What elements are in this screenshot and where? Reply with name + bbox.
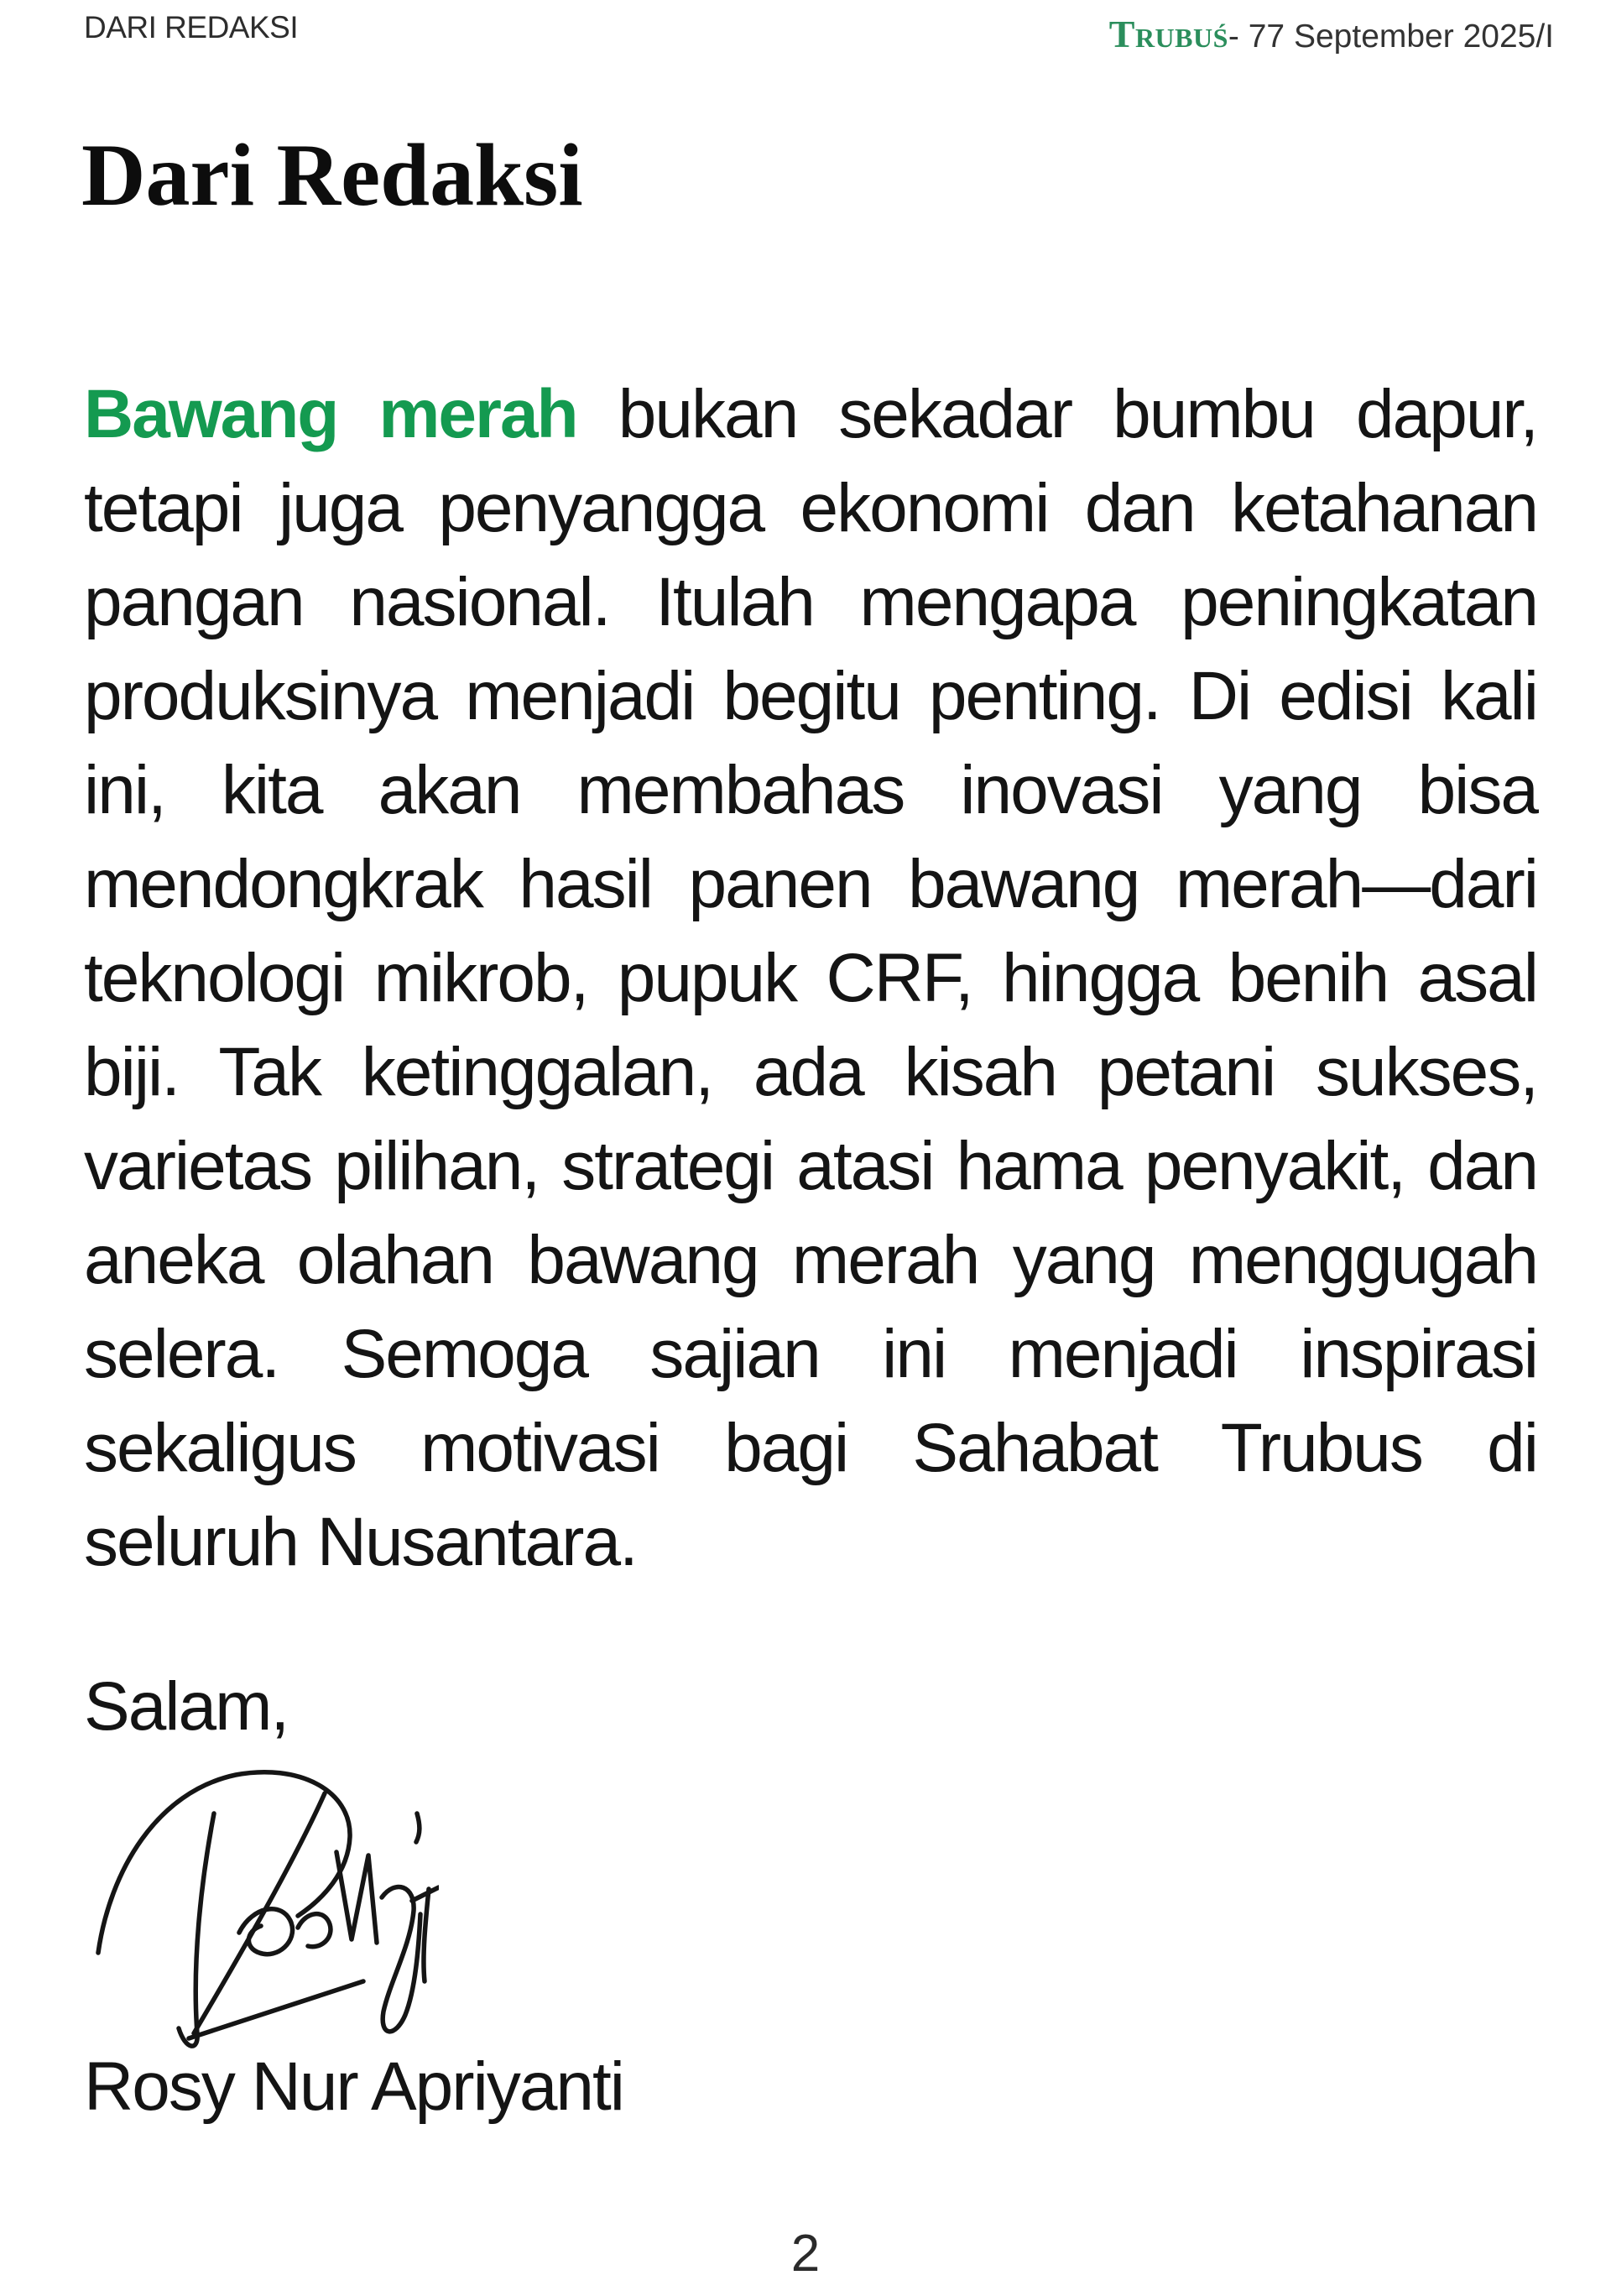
- page-number: 2: [790, 2225, 821, 2283]
- trubus-logo: Trubuś: [1108, 13, 1228, 55]
- signature-image: [86, 1761, 439, 2056]
- issue-line: [1109, 12, 1554, 56]
- section-label: DARI REDAKSI: [84, 10, 299, 44]
- closing-salutation: Salam,: [84, 1668, 289, 1745]
- lead-phrase: Bawang merah: [84, 376, 577, 452]
- editorial-paragraph: [84, 368, 1537, 1589]
- paragraph-text: bukan sekadar bumbu dapur, tetapi juga penyangga ekonomi dan ketahanan pangan nasional. Itulah mengapa peningkatan produksinya menjadi begitu penting. Di edisi kali ini, kita akan membahas inovasi yang bisa mendongkrak hasil panen bawang merah—dari teknologi mikrob, pupuk CRF, hingga benih asal biji. Tak ketinggalan, ada kisah petani sukses, varietas pilihan, strategi atasi hama penyakit, dan aneka olahan bawang merah yang menggugah selera. Semoga sajian ini menjadi inspirasi sekaligus motivasi bagi Sahabat Trubus di seluruh Nusantara.: [84, 376, 1537, 1580]
- signature-name: Rosy Nur Apriyanti: [84, 2048, 624, 2125]
- page-title: Dari Redaksi: [81, 126, 583, 224]
- issue-info: - 77 September 2025/I: [1228, 18, 1554, 55]
